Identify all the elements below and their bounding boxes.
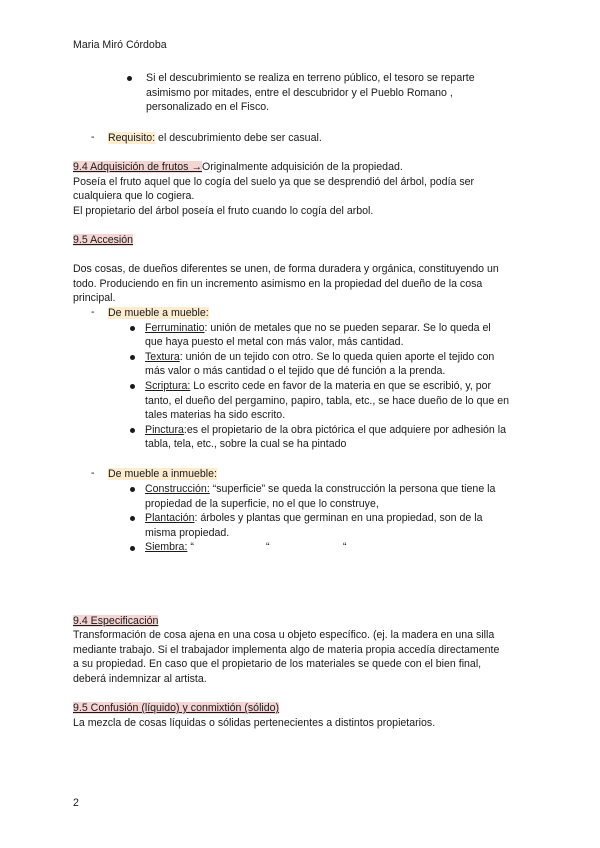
term: Plantación xyxy=(145,512,195,524)
bullet-dot xyxy=(130,384,135,389)
list-item-line xyxy=(145,379,491,394)
dash-bullet: - xyxy=(91,306,95,318)
bullet-dot xyxy=(130,326,135,331)
paragraph-line: todo. Produciendo en fin un incremento asimismo en la propiedad del dueño de la cosa xyxy=(73,278,483,290)
list-item-line: tales materias ha sido escrito. xyxy=(145,409,286,421)
requisito-text: el descubrimiento debe ser casual. xyxy=(155,132,322,144)
term: Pinctura xyxy=(145,424,184,436)
term: Textura xyxy=(145,351,180,363)
page-number: 2 xyxy=(73,797,79,809)
bullet-dot xyxy=(130,516,135,521)
paragraph-line: principal. xyxy=(73,292,116,304)
definition: Lo escrito cede en favor de la materia en que se escribió, y, por xyxy=(190,380,492,392)
definition: :es el propietario de la obra pictórica el que adquiere por adhesión la xyxy=(183,424,507,436)
ditto-quote: “ xyxy=(343,541,347,553)
heading-text: 9.5 Confusión (líquido) y conmixtión (sólido) xyxy=(73,702,280,714)
section-heading-especificacion xyxy=(73,614,158,629)
definition: : unión de metales que no se pueden separar. Se lo queda el xyxy=(204,322,491,334)
heading-tail: Originalmente adquisición de la propiedad. xyxy=(201,161,403,173)
list-item-line: que haya puesto el metal con más valor, más cantidad. xyxy=(145,336,404,348)
paragraph-line: personalizado en el Fisco. xyxy=(146,101,270,113)
section-heading-frutos: 9.4 Adquisición de frutos → xyxy=(73,161,202,173)
section-heading-confusion xyxy=(73,701,279,716)
list-item-line xyxy=(145,423,506,438)
subsection-label xyxy=(108,467,217,482)
section-heading-line xyxy=(73,160,403,175)
term: Siembra: xyxy=(145,541,188,553)
paragraph-line: Transformación de cosa ajena en una cosa u objeto específico. (ej. la madera en una silla xyxy=(73,629,495,641)
paragraph-line: mediante trabajo. Si el trabajador implementa algo de materia propia accedía directamente xyxy=(73,644,500,656)
section-heading-accesion xyxy=(73,233,133,248)
paragraph-line: El propietario del árbol poseía el fruto cuando lo cogía del arbol. xyxy=(73,205,374,217)
term: Ferruminatio xyxy=(145,322,205,334)
list-item-line: propiedad de la superficie, no el que lo construye, xyxy=(145,498,379,510)
requisito-label: Requisito: xyxy=(108,132,156,144)
paragraph-line: a su propiedad. En caso que el propietario de los materiales se quede con el bien final, xyxy=(73,658,482,670)
definition: : unión de un tejido con otro. Se lo queda quien aporte el tejido con xyxy=(179,351,495,363)
bullet-dot xyxy=(130,546,135,551)
subsection-label xyxy=(108,306,209,321)
bullet-dot xyxy=(130,487,135,492)
list-item-line xyxy=(145,350,494,365)
list-item-line: más valor o más cantidad o el tejido que dé función a la prenda. xyxy=(145,365,446,377)
subsection-label-text: De mueble a mueble: xyxy=(108,307,209,319)
bullet-dot xyxy=(130,355,135,360)
definition: “superficie” se queda la construcción la persona que tiene la xyxy=(209,483,496,495)
list-item-line: tabla, tela, etc., sobre la cual se ha pintado xyxy=(145,438,347,450)
paragraph-line: cualquiera que lo cogiera. xyxy=(73,190,195,202)
dash-bullet: - xyxy=(91,131,95,143)
paragraph-line: asimismo por mitades, entre el descubridor y el Pueblo Romano , xyxy=(146,87,453,99)
term: Construcción: xyxy=(145,483,210,495)
ditto-quote: “ xyxy=(266,541,270,553)
paragraph-line: Poseía el fruto aquel que lo cogía del suelo ya que se desprendió del árbol, podía ser xyxy=(73,176,475,188)
list-item-line xyxy=(145,540,194,555)
list-item-line xyxy=(145,321,491,336)
paragraph-line: Dos cosas, de dueños diferentes se unen, de forma duradera y orgánica, constituyendo un xyxy=(73,263,499,275)
dash-bullet: - xyxy=(91,467,95,479)
list-item-line: tanto, el dueño del pergamino, papiro, tabla, etc., se hace dueño de lo que en xyxy=(145,395,509,407)
requisito-line xyxy=(108,131,322,146)
paragraph-line: deberá indemnizar al artista. xyxy=(73,673,207,685)
list-item-line: misma propiedad. xyxy=(145,527,230,539)
paragraph-line: Si el descubrimiento se realiza en terreno público, el tesoro se reparte xyxy=(146,72,475,84)
page-header-author: Maria Miró Córdoba xyxy=(73,39,167,51)
list-item-line xyxy=(145,482,495,497)
heading-text: 9.4 Especificación xyxy=(73,615,159,627)
subsection-label-text: De mueble a inmueble: xyxy=(108,468,217,480)
bullet-dot xyxy=(130,428,135,433)
paragraph-line: La mezcla de cosas líquidas o sólidas pertenecientes a distintos propietarios. xyxy=(73,717,436,729)
definition: : árboles y plantas que germinan en una propiedad, son de la xyxy=(194,512,483,524)
list-item-line xyxy=(145,511,482,526)
definition: “ xyxy=(187,541,194,553)
term: Scriptura: xyxy=(145,380,191,392)
bullet-dot xyxy=(127,76,132,81)
heading-text: 9.5 Accesión xyxy=(73,234,134,246)
